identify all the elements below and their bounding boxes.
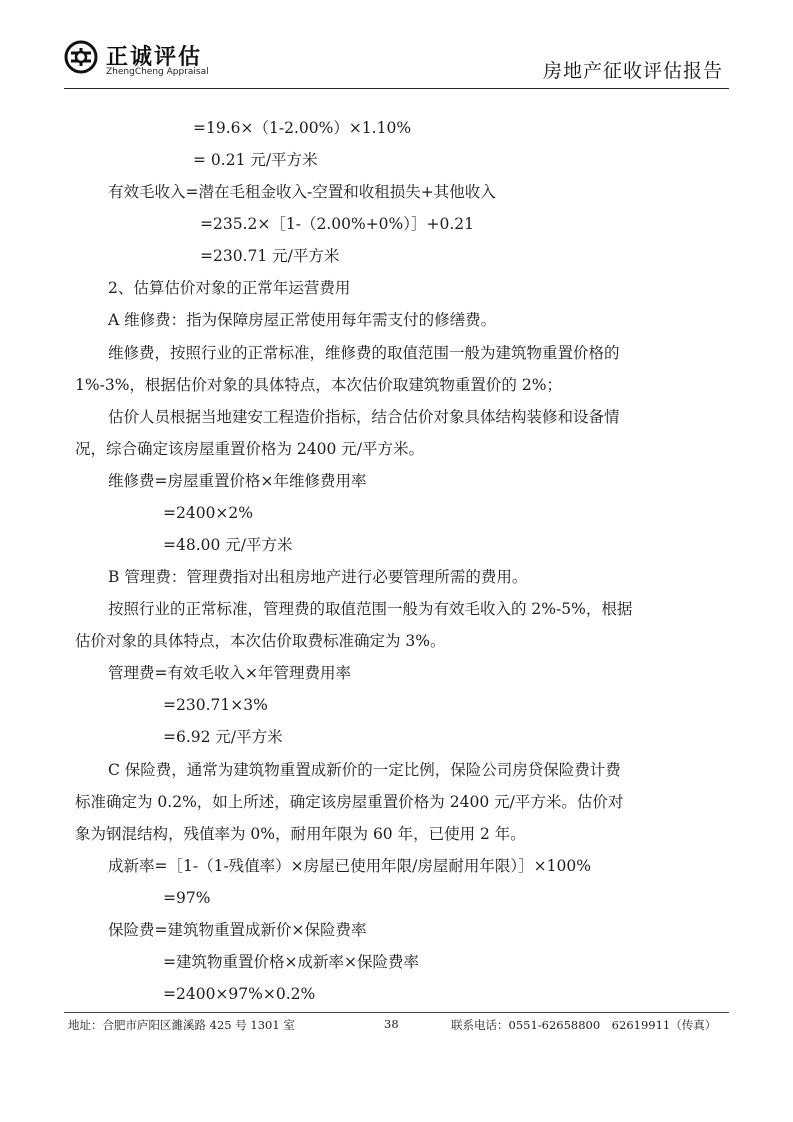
text-line: A 维修费：指为保障房屋正常使用每年需支付的修缮费。 xyxy=(108,311,497,329)
footer-address: 地址：合肥市庐阳区濉溪路 425 号 1301 室 xyxy=(68,1018,295,1032)
page-number: 38 xyxy=(384,1017,399,1031)
text-line: 按照行业的正常标准，管理费的取值范围一般为有效毛收入的 2%-5%，根据 xyxy=(108,600,633,618)
text-line: 估价对象的具体特点，本次估价取费标准确定为 3%。 xyxy=(75,632,446,650)
logo-name: 正诚评估 xyxy=(106,45,203,70)
text-line: 象为钢混结构，残值率为 0%，耐用年限为 60 年，已使用 2 年。 xyxy=(75,825,526,843)
text-line: C 保险费，通常为建筑物重置成新价的一定比例，保险公司房贷保险费计费 xyxy=(108,761,621,779)
text-line: =19.6×（1-2.00%）×1.10% xyxy=(193,119,412,137)
text-line: 维修费=房屋重置价格×年维修费用率 xyxy=(108,472,367,490)
text-line: = 0.21 元/平方米 xyxy=(193,151,318,169)
page-header xyxy=(64,38,729,88)
text-line: 维修费，按照行业的正常标准，维修费的取值范围一般为建筑物重置价格的 xyxy=(108,344,620,362)
text-line: =48.00 元/平方米 xyxy=(163,536,293,554)
text-line: 成新率=［1-（1-残值率）×房屋已使用年限/房屋耐用年限）］×100% xyxy=(108,857,591,875)
text-line: =97% xyxy=(163,889,211,907)
text-line: 保险费=建筑物重置成新价×保险费率 xyxy=(108,921,367,939)
text-line: =230.71 元/平方米 xyxy=(200,247,340,265)
text-line: =2400×97%×0.2% xyxy=(163,985,316,1003)
text-line: 管理费=有效毛收入×年管理费用率 xyxy=(108,664,351,682)
text-line: =230.71×3% xyxy=(163,696,268,714)
company-logo-icon xyxy=(64,40,98,74)
logo-english-name: ZhengCheng Appraisal xyxy=(106,67,209,77)
text-line: =235.2×［1-（2.00%+0%）］+0.21 xyxy=(200,215,475,233)
text-line: =建筑物重置价格×成新率×保险费率 xyxy=(163,953,419,971)
footer-phone: 联系电话：0551-62658800 62619911（传真） xyxy=(451,1018,717,1032)
text-line: 1%-3%，根据估价对象的具体特点，本次估价取建筑物重置价的 2%； xyxy=(75,376,562,394)
text-line: 估价人员根据当地建安工程造价指标，结合估价对象具体结构装修和设备情 xyxy=(108,408,620,426)
header-divider xyxy=(64,88,729,89)
text-line: 有效毛收入=潜在毛租金收入-空置和收租损失+其他收入 xyxy=(108,183,496,201)
section-heading: 2、估算估价对象的正常年运营费用 xyxy=(108,279,351,297)
text-line: =6.92 元/平方米 xyxy=(163,728,283,746)
text-line: 况，综合确定该房屋重置价格为 2400 元/平方米。 xyxy=(75,440,425,458)
text-line: 标准确定为 0.2%，如上所述，确定该房屋重置价格为 2400 元/平方米。估价对 xyxy=(75,793,624,811)
footer-divider xyxy=(64,1012,729,1013)
text-line: =2400×2% xyxy=(163,504,254,522)
report-title: 房地产征收评估报告 xyxy=(542,60,723,82)
text-line: B 管理费：管理费指对出租房地产进行必要管理所需的费用。 xyxy=(108,568,528,586)
